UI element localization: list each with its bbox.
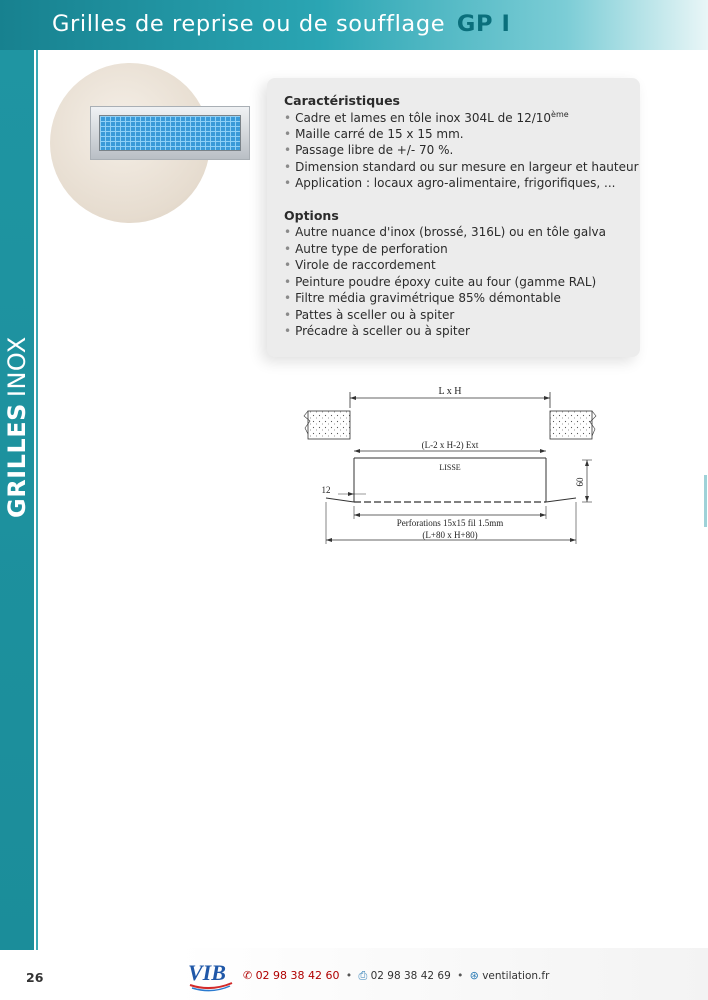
caracteristiques-item: • Maille carré de 15 x 15 mm. [284,126,464,141]
product-photo-grille [90,106,250,160]
dimension-right [575,460,592,502]
model-name: GP I [456,11,511,37]
options-item: • Autre nuance d'inox (brossé, 316L) ou en tôle galva [284,225,606,239]
options-title: Options [284,208,339,223]
dimension-left [322,485,367,496]
wall-left [308,411,350,439]
dimension-top [350,386,550,408]
fax-number: 02 98 38 42 69 [370,970,451,982]
side-label-bold: GRILLES [3,403,31,518]
options-item: • Autre type de perforation [284,241,448,256]
dim-top-label: L x H [438,386,462,397]
side-line [36,50,38,950]
website-link[interactable]: ventilation.fr [482,970,550,982]
vib-logo [186,956,236,992]
surface-label: LISSE [439,463,461,472]
globe-icon: ⊛ [469,969,479,982]
page-edge-marker [704,475,707,527]
page-number: 26 [26,970,44,985]
caracteristiques-item: • Cadre et lames en tôle inox 304L de 12/10ème [284,110,569,125]
wall-right [550,411,592,439]
separator: • [345,970,353,982]
grille-mesh [99,115,241,151]
phone-number[interactable]: 02 98 38 42 60 [255,969,340,982]
page-title [52,11,511,37]
footer-contact [243,969,549,983]
perforations-label: Perforations 15x15 fil 1.5mm [396,518,504,528]
title-text: Grilles de reprise ou de soufflage [52,11,446,37]
options-item: • Peinture poudre époxy cuite au four (gamme RAL) [284,274,597,289]
dimension-inner [354,440,546,453]
dim-left-label: 12 [321,485,331,495]
fax-icon: ⎙ [358,969,368,982]
side-label-light: INOX [3,336,31,398]
caracteristiques-title: Caractéristiques [284,93,400,108]
options-item: • Filtre média gravimétrique 85% démontable [284,291,561,305]
caracteristiques-item: • Application : locaux agro-alimentaire, frigorifiques, ... [284,176,616,190]
side-category-label [3,336,31,518]
options-item: • Précadre à sceller ou à spiter [284,324,470,338]
options-item: • Virole de raccordement [284,258,436,272]
options-item: • Pattes à sceller ou à spiter [284,307,455,322]
dim-bottom-label: (L+80 x H+80) [422,530,478,540]
separator: • [457,970,464,982]
dimension-perforations [354,506,546,528]
dim-inner-label: (L-2 x H-2) Ext [421,440,479,450]
phone-icon: ✆ [243,969,253,982]
svg-text:VIB: VIB [188,960,226,985]
grille-profile [326,458,576,502]
technical-drawing [300,378,600,548]
dim-right-label: 60 [575,477,585,487]
caracteristiques-item: • Passage libre de +/- 70 %. [284,143,454,157]
header-banner [0,0,708,50]
caracteristiques-item: • Dimension standard ou sur mesure en largeur et hauteur [284,159,639,174]
